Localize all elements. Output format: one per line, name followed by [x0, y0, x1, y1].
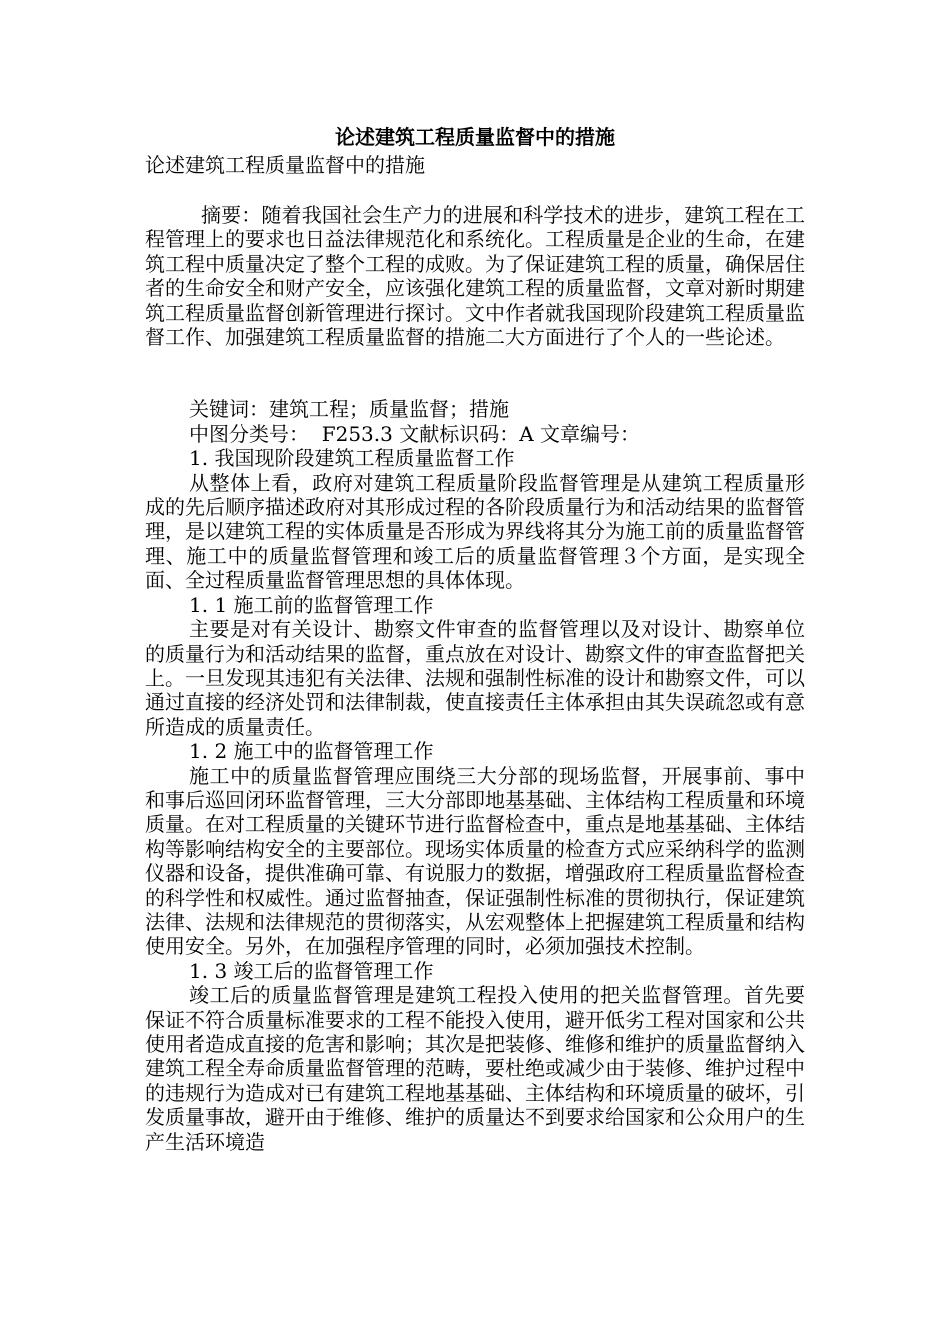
- section-1-1-paragraph: 主要是对有关设计、勘察文件审查的监督管理以及对设计、勘察单位的质量行为和活动结果的监督，重点放在对设计、勘察文件的审查监督把关上。一旦发现其违犯有关法律、法规和强制性标准的设计和勘察文件，可以通过直接的经济处罚和法律制裁，使直接责任主体承担由其失误疏忽或有意所造成的质量责任。: [145, 617, 805, 739]
- section-1-3-heading: 1. 3 竣工后的监督管理工作: [189, 958, 434, 983]
- section-1-3-paragraph: 竣工后的质量监督管理是建筑工程投入使用的把关监督管理。首先要保证不符合质量标准要求的工程不能投入使用，避开低劣工程对国家和公共使用者造成直接的危害和影响；其次是把装修、维修和维护的质量监督纳入建筑工程全寿命质量监督管理的范畴，要杜绝或减少由于装修、维护过程中的违规行为造成对已有建筑工程地基基础、主体结构和环境质量的破坏，引发质量事故，避开由于维修、维护的质量达不到要求给国家和公众用户的生产生活环境造: [145, 983, 805, 1154]
- blank-line: [145, 349, 805, 373]
- document-subtitle: 论述建筑工程质量监督中的措施: [145, 153, 425, 177]
- classification-line: 中图分类号： F253.3 文献标识码：A 文章编号：: [189, 421, 641, 446]
- blank-line: [145, 373, 805, 397]
- section-1-paragraph: 从整体上看，政府对建筑工程质量阶段监督管理是从建筑工程质量形成的先后顺序描述政府对其形成过程的各阶段质量行为和活动结果的监督管理，是以建筑工程的实体质量是否形成为界线将其分为施工前的质量监督管理、施工中的质量监督管理和竣工后的质量监督管理３个方面，是实现全面、全过程质量监督管理思想的具体体现。: [145, 470, 805, 593]
- document-body: [145, 123, 805, 1154]
- document-title: 论述建筑工程质量监督中的措施: [335, 125, 615, 149]
- section-1-2-paragraph: 施工中的质量监督管理应围绕三大分部的现场监督，开展事前、事中和事后巡回闭环监督管理，三大分部即地基基础、主体结构工程质量和环境质量。在对工程质量的关键环节进行监督检查中，重点是地基基础、主体结构等影响结构安全的主要部位。现场实体质量的检查方式应采纳科学的监测仪器和设备，提供准确可靠、有说服力的数据，增强政府工程质量监督检查的科学性和权威性。通过监督抽查，保证强制性标准的贯彻执行，保证建筑法律、法规和法律规范的贯彻落实，从宏观整体上把握建筑工程质量和结构使用安全。另外，在加强程序管理的同时，必须加强技术控制。: [145, 763, 805, 959]
- abstract-paragraph: 摘要：随着我国社会生产力的进展和科学技术的进步，建筑工程在工程管理上的要求也日益法律规范化和系统化。工程质量是企业的生命，在建筑工程中质量决定了整个工程的成败。为了保证建筑工程的质量，确保居住者的生命安全和财产安全，应该强化建筑工程的质量监督，文章对新时期建筑工程质量监督创新管理进行探讨。文中作者就我国现阶段建筑工程质量监督工作、加强建筑工程质量监督的措施二大方面进行了个人的一些论述。: [145, 203, 805, 350]
- section-1-2-heading: 1. 2 施工中的监督管理工作: [189, 739, 434, 764]
- blank-line: [145, 179, 805, 203]
- keywords-line: 关键词：建筑工程；质量监督；措施: [189, 397, 509, 422]
- section-1-1-heading: 1. 1 施工前的监督管理工作: [189, 592, 434, 617]
- section-1-heading: 1. 我国现阶段建筑工程质量监督工作: [189, 446, 515, 471]
